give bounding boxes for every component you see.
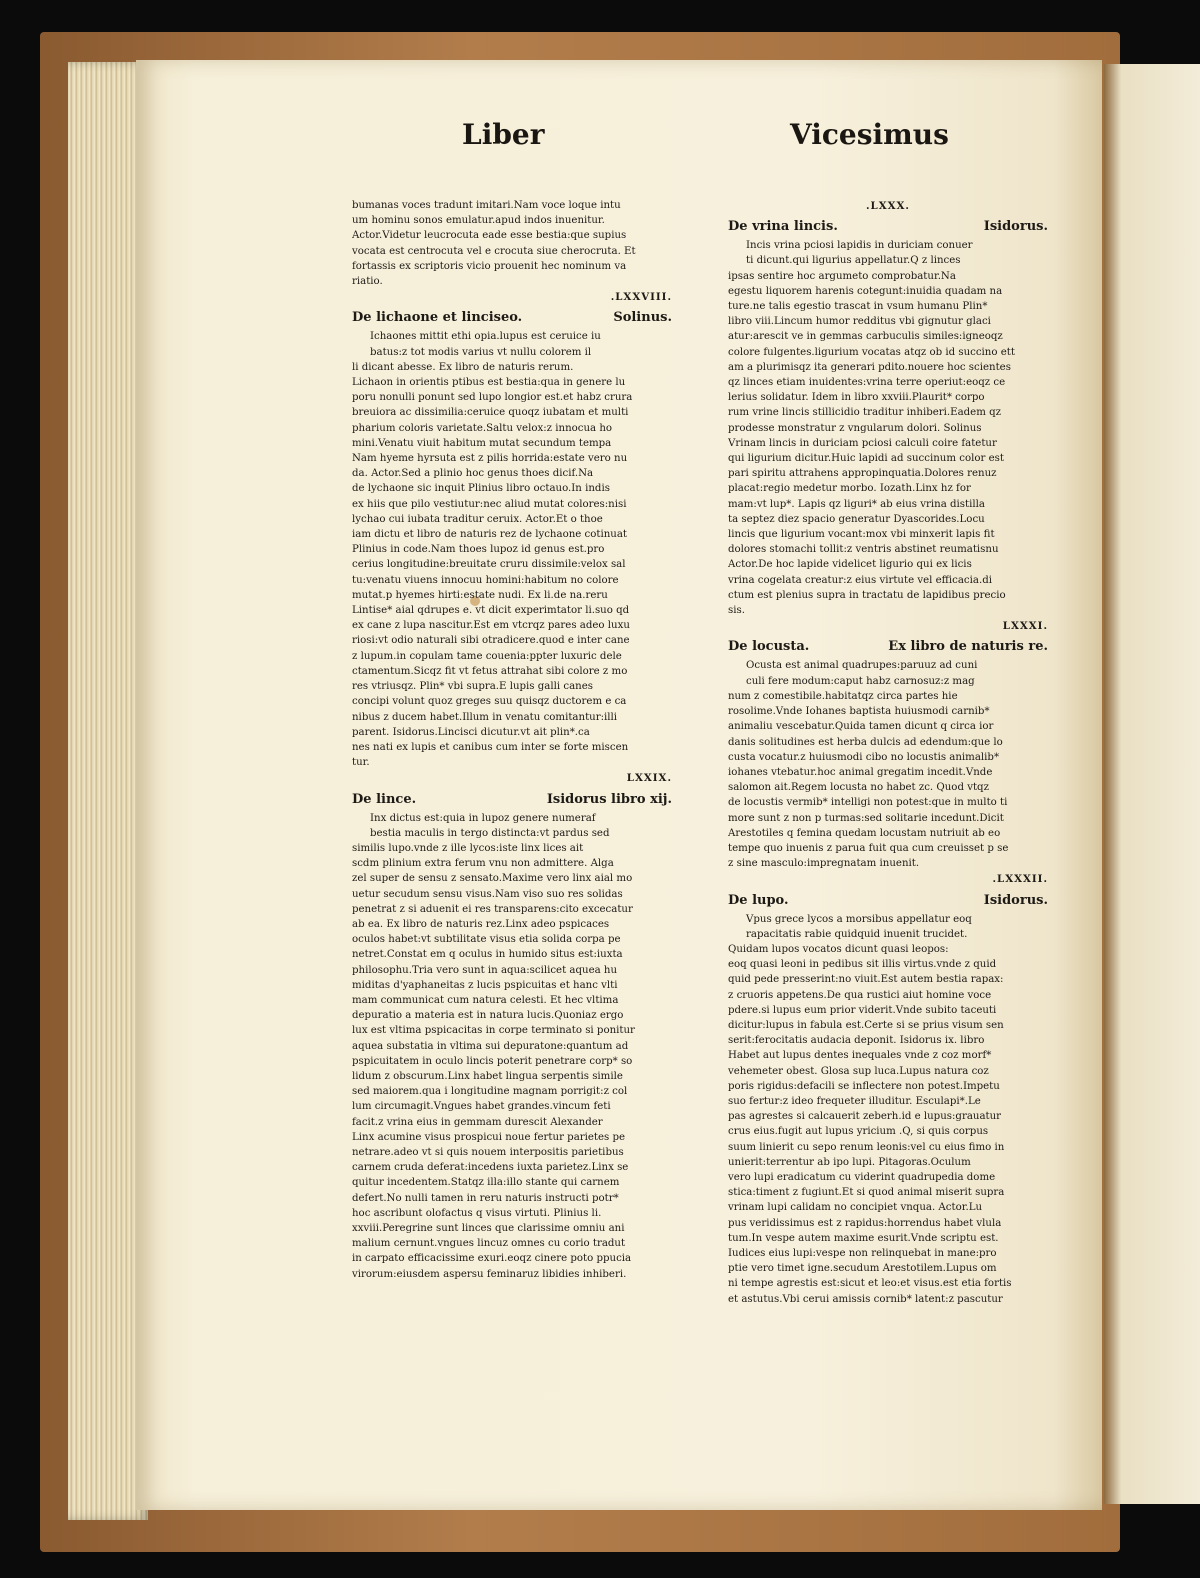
text-line: mam communicat cum natura celesti. Et hec vltima	[352, 994, 619, 1006]
text-line: pspicuitatem in oculo lincis poterit penetrare corp* so	[352, 1055, 633, 1067]
text-line: Vpus grece lycos a morsibus appellatur eoq	[746, 913, 972, 925]
text-line: Incis vrina pciosi lapidis in duriciam conuer	[746, 240, 973, 252]
chapter-number: .LXXXII.	[992, 873, 1048, 886]
text-line: Linx acumine visus prospicui noue fertur parietes pe	[352, 1131, 626, 1143]
chapter-body	[728, 238, 1048, 618]
text-line: pdere.si lupus eum prior viderit.Vnde subito taceuti	[728, 1004, 997, 1016]
text-line: ctamentum.Sicqz fit vt fetus attrahat sibi colore z mo	[352, 665, 628, 677]
text-line: vrina cogelata creatur:z eius virtute vel efficacia.di	[728, 574, 992, 586]
text-line: sis.	[728, 605, 745, 617]
text-line: netret.Constat em q oculus in humido situs est:iuxta	[352, 949, 623, 961]
chapter-heading	[352, 791, 672, 809]
text-line: ex hiis que pilo vestiutur:nec aliud mutat colores:nisi	[352, 498, 627, 510]
text-line: ture.ne talis egestio trascat in vsum humanu Plin*	[728, 301, 988, 313]
text-line: scdm plinium extra ferum vnu non admittere. Alga	[352, 858, 614, 870]
running-head-left: Liber	[462, 118, 545, 151]
text-line: malium cernunt.vngues lincuz omnes cu corio tradut	[352, 1238, 626, 1250]
text-line: Vrinam lincis in duriciam pciosi calculi coire fatetur	[728, 437, 997, 449]
chapter-number: LXXXI.	[1002, 620, 1048, 633]
text-line: ctum est plenius supra in tractatu de lapidibus precio	[728, 589, 1006, 601]
text-line: concipi volunt quoz greges suu quisqz ductorem e ca	[352, 696, 627, 708]
text-line: mutat.p hyemes hirti:estate nudi. Ex li.de na.reru	[352, 589, 608, 601]
text-line: netrare.adeo vt si quis nouem interpositis parietibus	[352, 1146, 624, 1158]
text-line: vero lupi eradicatum cu viderint quadrupedia dome	[728, 1171, 996, 1183]
text-line: tu:venatu viuens innocuu homini:habitum no colore	[352, 574, 619, 586]
right-text-column	[728, 198, 1048, 1307]
text-line: quid pede presserint:no viuit.Est autem bestia rapax:	[728, 974, 1004, 986]
text-line: ta septez diez spacio generatur Dyascorides.Locu	[728, 513, 985, 525]
text-line: crus eius.fugit aut lupus yricium .Q, si quis corpus	[728, 1126, 989, 1138]
text-line: cerius longitudine:breuitate cruru dissimile:velox sal	[352, 559, 626, 571]
chapter-heading	[728, 892, 1048, 910]
text-line: Inx dictus est:quia in lupoz genere numeraf	[370, 812, 596, 824]
text-line: lincis que ligurium vocant:mox vbi minxerit lapis fit	[728, 529, 995, 541]
intro-text	[352, 198, 672, 289]
text-line: nes nati ex lupis et canibus cum inter se forte miscen	[352, 741, 629, 753]
text-line: de lychaone sic inquit Plinius libro octauo.In indis	[352, 483, 610, 495]
text-line: xxviii.Peregrine sunt linces que clarissime omniu ani	[352, 1223, 625, 1234]
text-line: um hominu sonos emulatur.apud indos inuenitur.	[352, 215, 605, 227]
text-line: lux est vltima pspicacitas in corpe terminato si ponitur	[352, 1025, 635, 1037]
text-line: Lintise* aial qdrupes e. vt dicit experimtator li.suo qd	[352, 605, 630, 617]
text-line: lidum z obscurum.Linx habet lingua serpentis simile	[352, 1070, 623, 1082]
text-line: suum linierit cu sepo renum leonis:vel cu eius fimo in	[728, 1141, 1005, 1153]
text-line: nibus z ducem habet.Illum in venatu comitantur:illi	[352, 711, 618, 723]
chapter-number: .LXXVIII.	[610, 291, 672, 304]
text-line: fortassis ex scriptoris vicio prouenit hec nominum va	[352, 260, 627, 272]
text-line: similis lupo.vnde z ille lycos:iste linx lices ait	[352, 842, 584, 854]
text-line: custa vocatur.z huiusmodi cibo no locustis animalib*	[728, 751, 1000, 763]
text-line: ni tempe agrestis est:sicut et leo:et visus.est etia fortis	[728, 1278, 1012, 1290]
text-line: Plinius in code.Nam thoes lupoz id genus est.pro	[352, 544, 605, 556]
text-line: mam:vt lup*. Lapis qz liguri* ab eius vrina distilla	[728, 498, 985, 510]
text-line: sed maiorem.qua i longitudine magnam porrigit:z col	[352, 1086, 628, 1098]
text-line: Actor.De hoc lapide videlicet ligurio qui ex licis	[728, 559, 972, 571]
text-line: danis solitudines est herba dulcis ad edendum:que lo	[728, 736, 1003, 748]
chapter-number: LXXIX.	[626, 772, 672, 785]
text-line: Actor.Videtur leucrocuta eade esse bestia:que supius	[352, 230, 627, 242]
text-line: qz linces etiam inuidentes:vrina terre operiut:eoqz ce	[728, 377, 1006, 389]
text-line: Lichaon in orientis ptibus est bestia:qua in genere lu	[352, 377, 626, 389]
text-line: poru nonulli ponunt sed lupo longior est.et habz crura	[352, 392, 633, 404]
text-line: vrinam lupi calidam no concipiet vnqua. Actor.Lu	[728, 1202, 983, 1214]
text-line: Quidam lupos vocatos dicunt quasi leopos:	[728, 943, 949, 955]
text-line: hoc ascribunt olofactus q visus virtuti. Plinius li.	[352, 1207, 602, 1219]
text-line: et astutus.Vbi cerui amissis cornib* latent:z pascutur	[728, 1293, 1003, 1305]
facing-page-edge	[1104, 64, 1200, 1504]
text-line: colore fulgentes.ligurium vocatas atqz ob id succino ett	[728, 346, 1015, 358]
text-line: in carpato efficacissime exuri.eoqz cinere poto ppucia	[352, 1253, 632, 1265]
text-line: uetur secudum sensu visus.Nam viso suo res solidas	[352, 888, 623, 900]
text-line: Ocusta est animal quadrupes:paruuz ad cuni	[746, 660, 978, 672]
text-line: philosophu.Tria vero sunt in aqua:scilicet aquea hu	[352, 964, 618, 976]
text-line: lum circumagit.Vngues habet grandes.vincum feti	[352, 1101, 611, 1113]
text-line: li dicant abesse. Ex libro de naturis rerum.	[352, 361, 574, 373]
text-line: z sine masculo:impregnatam inuenit.	[728, 858, 920, 870]
text-line: oculos habet:vt subtilitate visus etia solida corpa pe	[352, 934, 621, 946]
text-line: zel super de sensu z sensato.Maxime vero linx aial mo	[352, 873, 633, 885]
text-line: libro viii.Lincum humor redditus vbi gignutur glaci	[728, 316, 991, 328]
text-line: poris rigidus:defacili se inflectere non potest.Impetu	[728, 1080, 1000, 1092]
chapter-source: Isidorus.	[983, 892, 1048, 908]
text-line: animaliu vescebatur.Quida tamen dicunt q circa ior	[728, 721, 994, 733]
text-line: tur.	[352, 757, 370, 769]
text-line: depuratio a materia est in natura lucis.Quoniaz ergo	[352, 1010, 624, 1022]
text-line: dolores stomachi tollit:z ventris abstinet reumatisnu	[728, 544, 999, 556]
running-head-right: Vicesimus	[790, 118, 949, 151]
text-line: ex cane z lupa nascitur.Est em vtcrqz pares adeo luxu	[352, 620, 630, 632]
text-line: qui ligurium dicitur.Huic lapidi ad succinum color est	[728, 453, 1004, 465]
text-line: placat:regio medetur morbo. Iozath.Linx hz for	[728, 483, 971, 495]
chapter-body	[352, 811, 672, 1282]
chapter-title: De lupo.	[728, 892, 789, 908]
text-line: rosolime.Vnde Iohanes baptista huiusmodi carnib*	[728, 706, 990, 718]
text-line: prodesse monstratur z vngularum dolori. Solinus	[728, 422, 982, 434]
text-line: bumanas voces tradunt imitari.Nam voce loque intu	[352, 200, 621, 211]
text-line: num z comestibile.habitatqz circa partes hie	[728, 690, 958, 702]
text-line: ipsas sentire hoc argumeto comprobatur.Na	[728, 270, 956, 282]
text-line: penetrat z si aduenit ei res transparens:cito excecatur	[352, 903, 633, 915]
text-line: parent. Isidorus.Lincisci dicutur.vt ait plin*.ca	[352, 726, 590, 738]
text-line: pus veridissimus est z rapidus:horrendus habet vlula	[728, 1217, 1002, 1229]
chapter-source: Isidorus libro xij.	[546, 791, 672, 807]
text-line: iam dictu et libro de naturis rez de lychaone cotinuat	[352, 529, 628, 541]
chapter-number: .LXXX.	[866, 200, 910, 212]
text-line: salomon ait.Regem locusta no habet zc. Quod vtqz	[728, 782, 989, 794]
text-line: bestia maculis in tergo distincta:vt pardus sed	[370, 827, 610, 839]
text-line: de locustis vermib* intelligi non potest:que in multo ti	[728, 797, 1008, 809]
text-line: iohanes vtebatur.hoc animal gregatim incedit.Vnde	[728, 766, 993, 778]
text-line: pharium coloris varietate.Saltu velox:z innocua ho	[352, 422, 613, 434]
chapter-title: De vrina lincis.	[728, 219, 838, 235]
text-line: lychao cui iubata traditur ceruix. Actor.Et o thoe	[352, 513, 603, 525]
text-line: facit.z vrina eius in gemmam durescit Alexander	[352, 1116, 603, 1128]
text-line: Iudices eius lupi:vespe non relinquebat in mane:pro	[728, 1248, 997, 1259]
text-line: mini.Venatu viuit habitum mutat secundum tempa	[352, 437, 612, 449]
chapter-title: De lichaone et linciseo.	[352, 310, 523, 326]
chapter-body	[352, 329, 672, 770]
text-line: ptie vero timet igne.secudum Arestotilem.Lupus om	[728, 1263, 997, 1275]
text-line: aquea substatia in vltima sui depuratone:quantum ad	[352, 1040, 629, 1052]
chapter-source: Ex libro de naturis re.	[888, 639, 1048, 655]
text-line: Nam hyeme hyrsuta est z pilis horrida:estate vero nu	[352, 453, 628, 465]
text-line: z lupum.in copulam tame couenia:ppter luxuric dele	[352, 650, 622, 662]
text-line: egestu liquorem harenis cotegunt:inuidia quadam na	[728, 285, 1003, 297]
chapter-source: Isidorus.	[983, 219, 1048, 235]
text-line: ti dicunt.qui ligurius appellatur.Q z linces	[746, 255, 961, 267]
text-line: riosi:vt odio naturali sibi otradicere.quod e inter cane	[352, 635, 630, 647]
chapter-heading	[352, 309, 672, 327]
left-text-column	[352, 198, 672, 1282]
chapter-heading	[728, 638, 1048, 656]
text-line: more sunt z non p turmas:sed solitarie incedunt.Dicit	[728, 812, 1004, 824]
text-line: batus:z tot modis varius vt nullu colorem il	[370, 346, 592, 358]
text-line: defert.No nulli tamen in reru naturis instructi potr*	[352, 1192, 619, 1204]
chapter-heading	[728, 218, 1048, 236]
text-line: serit:ferocitatis audacia deponit. Isidorus ix. libro	[728, 1035, 985, 1047]
text-line: breuiora ac dissimilia:ceruice quoqz iubatam et multi	[352, 407, 629, 419]
text-line: ab ea. Ex libro de naturis rez.Linx adeo pspicaces	[352, 918, 610, 930]
text-line: dicitur:lupus in fabula est.Certe si se prius visum sen	[728, 1019, 1004, 1031]
text-line: vehemeter obest. Glosa sup luca.Lupus natura coz	[728, 1065, 989, 1077]
text-line: miditas d'yaphaneitas z lucis pspicuitas et hanc vlti	[352, 979, 618, 991]
text-line: da. Actor.Sed a plinio hoc genus thoes dicif.Na	[352, 468, 594, 480]
text-line: eoq quasi leoni in pedibus sit illis virtus.vnde z quid	[728, 959, 997, 971]
text-line: res vtriusqz. Plin* vbi supra.E lupis galli canes	[352, 681, 593, 693]
text-line: riatio.	[352, 276, 383, 288]
chapter-body	[728, 912, 1048, 1307]
text-line: Habet aut lupus dentes inequales vnde z coz morf*	[728, 1050, 992, 1062]
text-line: rum vrine lincis stillicidio traditur inhiberi.Eadem qz	[728, 407, 1002, 419]
text-line: atur:arescit ve in gemmas carbuculis similes:igneoqz	[728, 331, 1003, 343]
text-line: pari spiritu attrahens appropinquatia.Dolores renuz	[728, 468, 997, 480]
text-line: am a plurimisqz ita generari pdito.nouere hoc scientes	[728, 361, 1011, 373]
text-line: tum.In vespe autem maxime esurit.Vnde scriptu est.	[728, 1232, 999, 1244]
text-line: lerius solidatur. Idem in libro xxviii.Plaurit* corpo	[728, 392, 985, 404]
text-line: unierit:terrentur ab ipo lupi. Pitagoras.Oculum	[728, 1156, 971, 1168]
text-line: carnem cruda deferat:incedens iuxta parietez.Linx se	[352, 1162, 629, 1174]
chapter-title: De lince.	[352, 791, 417, 807]
text-line: suo fertur:z ideo frequeter illuditur. Esculapi*.Le	[728, 1095, 981, 1107]
chapter-source: Solinus.	[613, 310, 672, 326]
text-line: vocata est centrocuta vel e crocuta siue cherocruta. Et	[352, 245, 636, 257]
text-line: rapacitatis rabie quidquid inuenit trucidet.	[746, 928, 968, 940]
text-line: z cruoris appetens.De qua rustici aiut homine voce	[728, 989, 992, 1001]
text-line: pas agrestes si calcauerit zeberh.id e lupus:grauatur	[728, 1111, 1002, 1123]
text-line: Arestotiles q femina quedam locustam nutriuit ab eo	[728, 827, 1001, 839]
text-line: quitur incedentem.Statqz illa:illo stante qui carnem	[352, 1177, 620, 1189]
text-line: stica:timent z fugiunt.Et si quod animal miserit supra	[728, 1187, 1005, 1199]
text-line: Ichaones mittit ethi opia.lupus est ceruice iu	[370, 331, 601, 343]
text-line: tempe quo inuenis z parua fuit qua cum creuisset p se	[728, 842, 1009, 854]
text-line: virorum:eiusdem aspersu feminaruz libidies inhiberi.	[352, 1268, 627, 1280]
text-line: culi fere modum:caput habz carnosuz:z mag	[746, 675, 975, 687]
chapter-title: De locusta.	[728, 639, 810, 655]
chapter-body	[728, 658, 1048, 871]
